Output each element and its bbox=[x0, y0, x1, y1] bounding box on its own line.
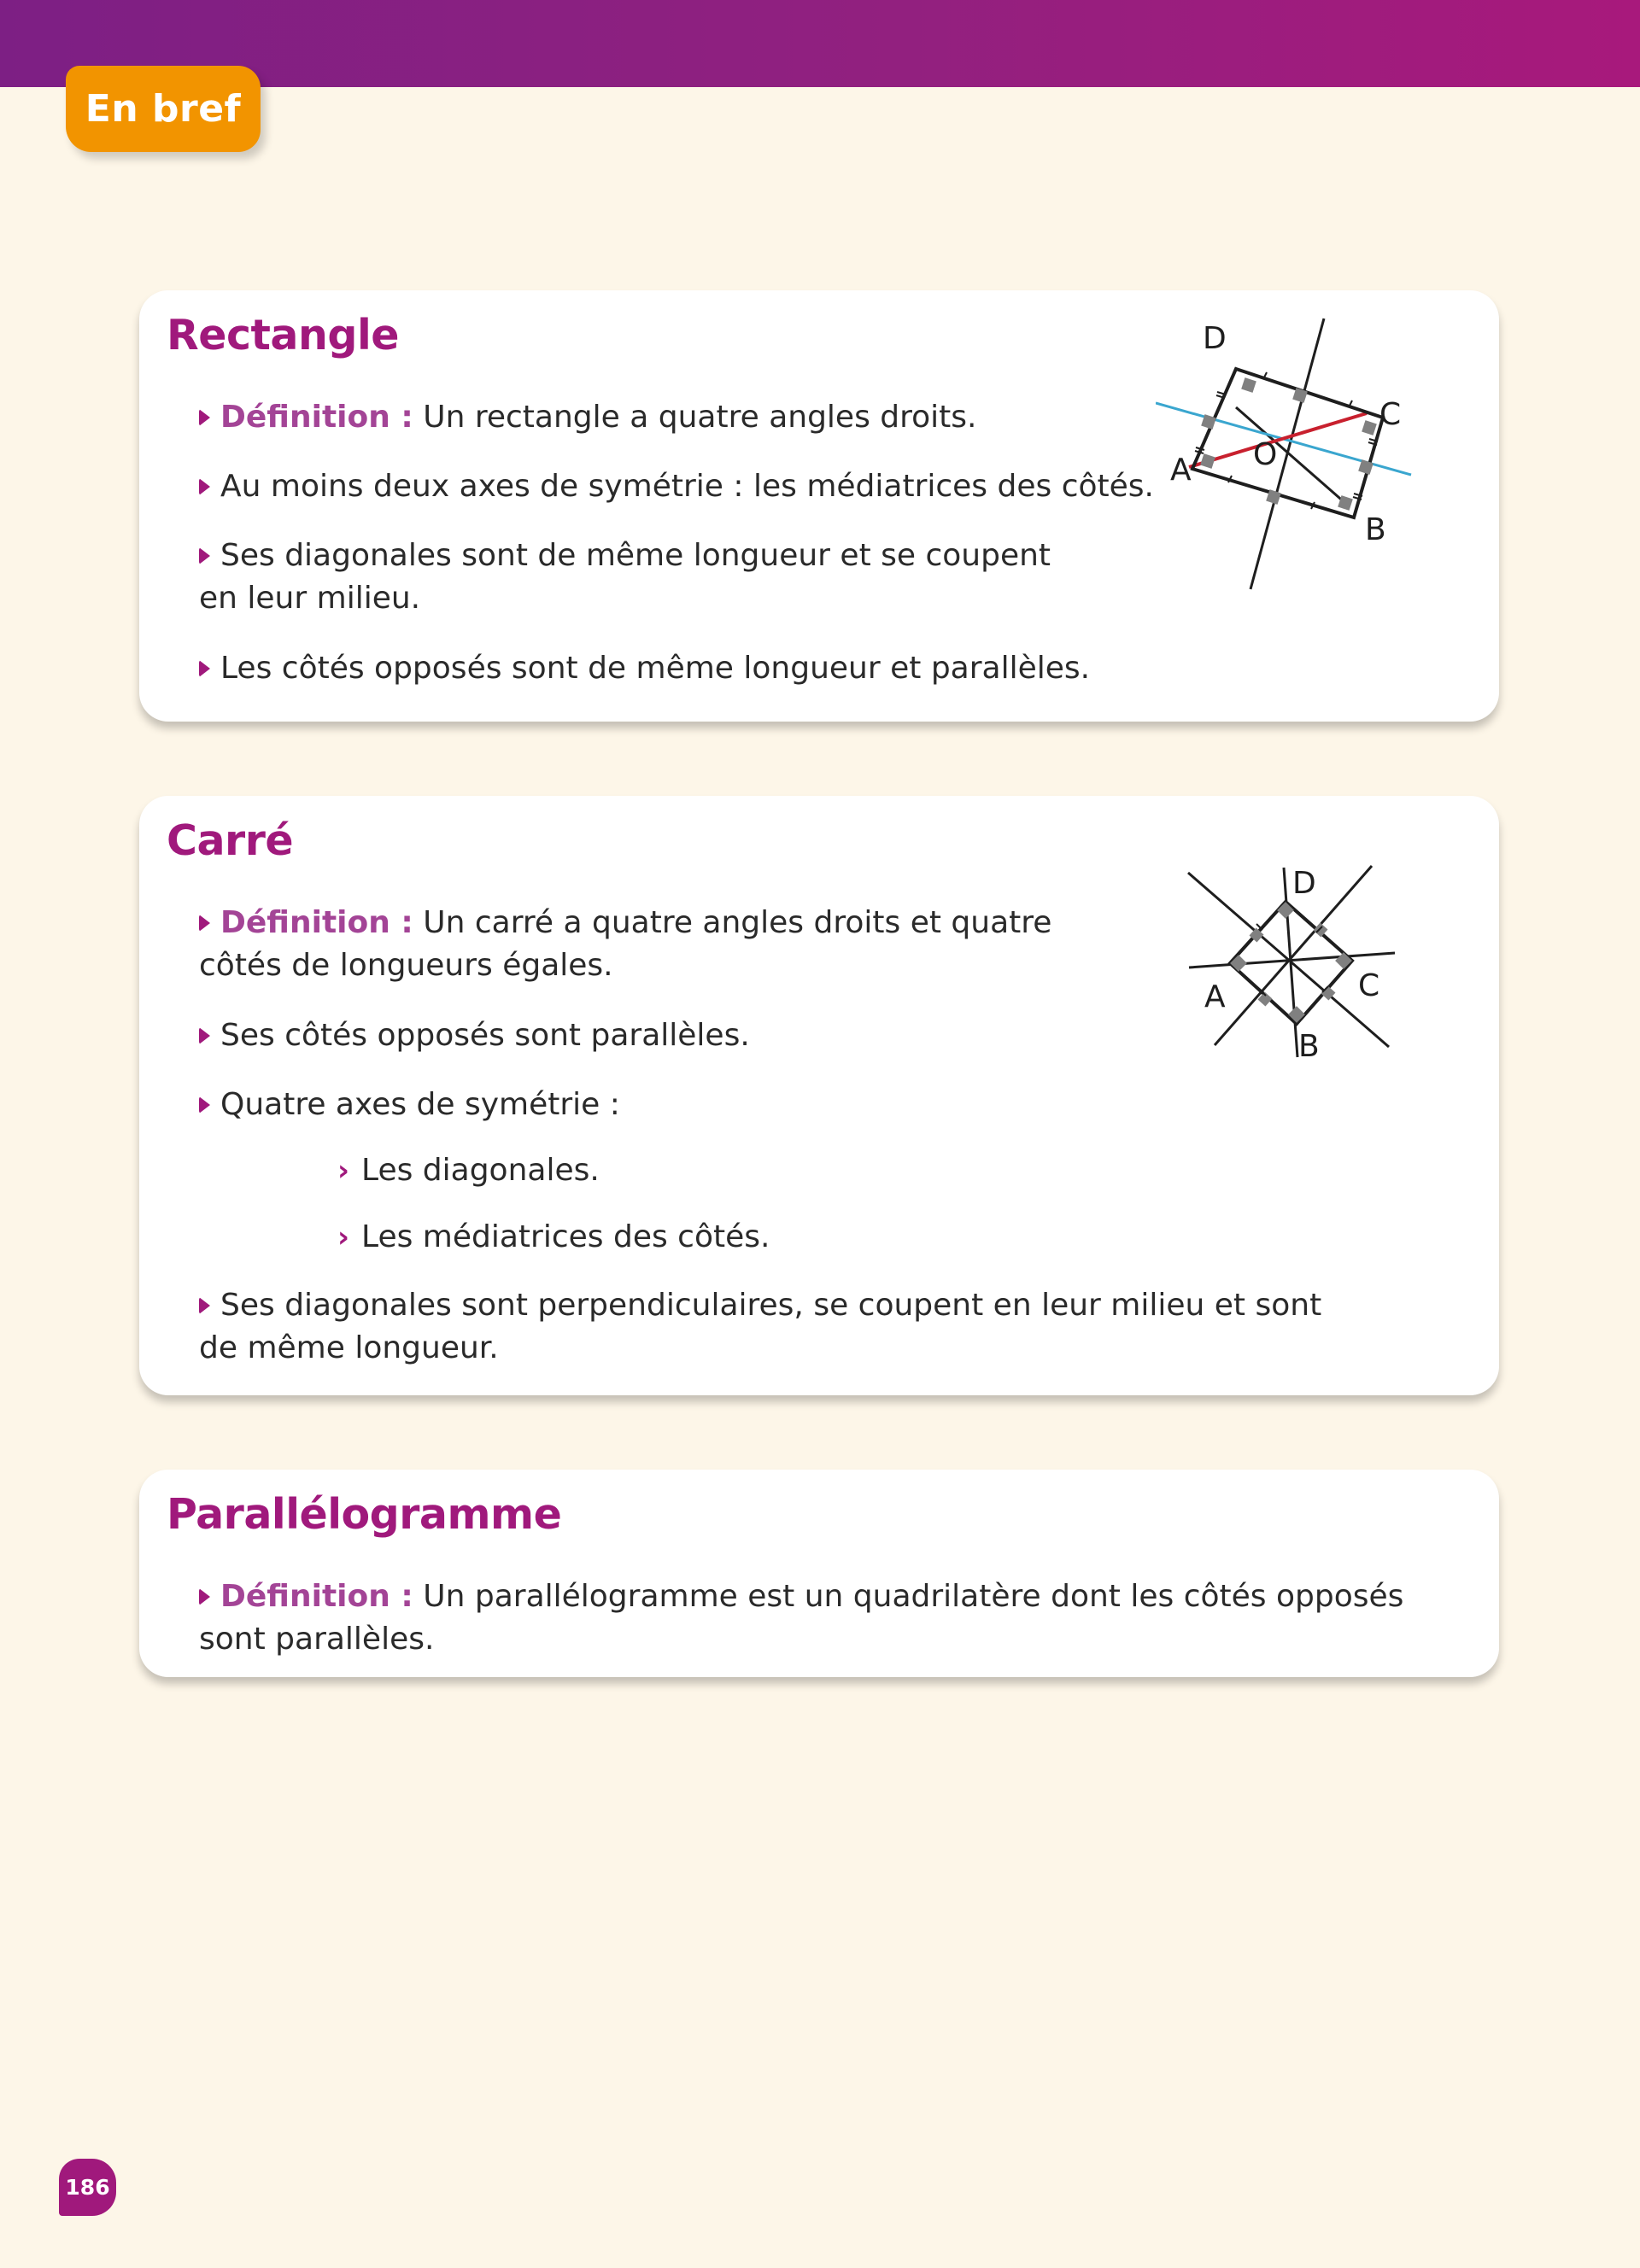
vertex-label-a: A bbox=[1204, 979, 1226, 1014]
carre-card bbox=[139, 796, 1499, 1395]
carre-title: Carré bbox=[167, 816, 294, 865]
parallelogramme-card bbox=[139, 1470, 1499, 1677]
bullet-icon bbox=[199, 1588, 210, 1605]
carre-item bbox=[199, 1084, 1224, 1126]
vertex-label-a: A bbox=[1170, 453, 1192, 488]
vertex-label-d: D bbox=[1203, 321, 1227, 356]
carre-subitem bbox=[337, 1149, 1192, 1192]
item-text: Quatre axes de symétrie : bbox=[220, 1087, 620, 1122]
chevron-right-icon: › bbox=[337, 1154, 350, 1188]
rectangle-item bbox=[199, 535, 1053, 620]
carre-definition bbox=[199, 902, 1139, 987]
bullet-icon bbox=[199, 547, 210, 564]
section-tag bbox=[66, 66, 261, 152]
bullet-icon bbox=[199, 409, 210, 426]
item-text: Ses côtés opposés sont parallèles. bbox=[220, 1018, 750, 1053]
item-text: Au moins deux axes de symétrie : les médiatrices des côtés. bbox=[220, 469, 1154, 504]
bullet-icon bbox=[199, 478, 210, 495]
item-text: Ses diagonales sont de même longueur et se coupent en leur milieu. bbox=[199, 538, 1051, 616]
definition-label: Définition : bbox=[220, 1579, 413, 1614]
bullet-icon bbox=[199, 1096, 210, 1114]
rectangle-figure bbox=[1156, 307, 1480, 602]
center-label-o: O bbox=[1253, 437, 1278, 472]
rectangle-title: Rectangle bbox=[167, 311, 399, 359]
rectangle-definition bbox=[199, 396, 1139, 439]
definition-text: Un rectangle a quatre angles droits. bbox=[413, 400, 977, 435]
carre-subitem bbox=[337, 1216, 1192, 1259]
section-tag-label: En bref bbox=[85, 87, 242, 131]
vertex-label-c: C bbox=[1379, 397, 1402, 432]
bullet-icon bbox=[199, 1027, 210, 1044]
bullet-icon bbox=[199, 915, 210, 932]
vertex-label-b: B bbox=[1298, 1029, 1320, 1064]
item-text: Les côtés opposés sont de même longueur et parallèles. bbox=[220, 651, 1091, 686]
square-figure bbox=[1181, 864, 1438, 1073]
bullet-icon bbox=[199, 1297, 210, 1314]
vertex-label-c: C bbox=[1358, 968, 1380, 1003]
definition-label: Définition : bbox=[220, 905, 413, 940]
definition-text: Un carré a quatre angles droits et quatre côtés de longueurs égales. bbox=[199, 905, 1052, 983]
chevron-right-icon: › bbox=[337, 1220, 350, 1254]
subitem-text: Les médiatrices des côtés. bbox=[361, 1219, 770, 1254]
vertex-label-d: D bbox=[1292, 866, 1316, 901]
subitem-text: Les diagonales. bbox=[361, 1153, 600, 1188]
definition-label: Définition : bbox=[220, 400, 413, 435]
parallelogramme-definition bbox=[199, 1575, 1446, 1661]
vertex-label-b: B bbox=[1365, 512, 1386, 547]
rectangle-card bbox=[139, 290, 1499, 722]
parallelogramme-title: Parallélogramme bbox=[167, 1490, 562, 1539]
carre-item bbox=[199, 1014, 1224, 1057]
bullet-icon bbox=[199, 660, 210, 677]
definition-text: Un parallélogramme est un quadrilatère dont les côtés opposés sont parallèles. bbox=[199, 1579, 1404, 1657]
carre-item bbox=[199, 1284, 1327, 1370]
item-text: Ses diagonales sont perpendiculaires, se coupent en leur milieu et sont de même longueur. bbox=[199, 1288, 1322, 1365]
rectangle-item bbox=[199, 465, 1224, 508]
rectangle-item bbox=[199, 647, 1224, 690]
page-number: 186 bbox=[65, 2175, 110, 2200]
page-number-badge bbox=[59, 2159, 116, 2216]
